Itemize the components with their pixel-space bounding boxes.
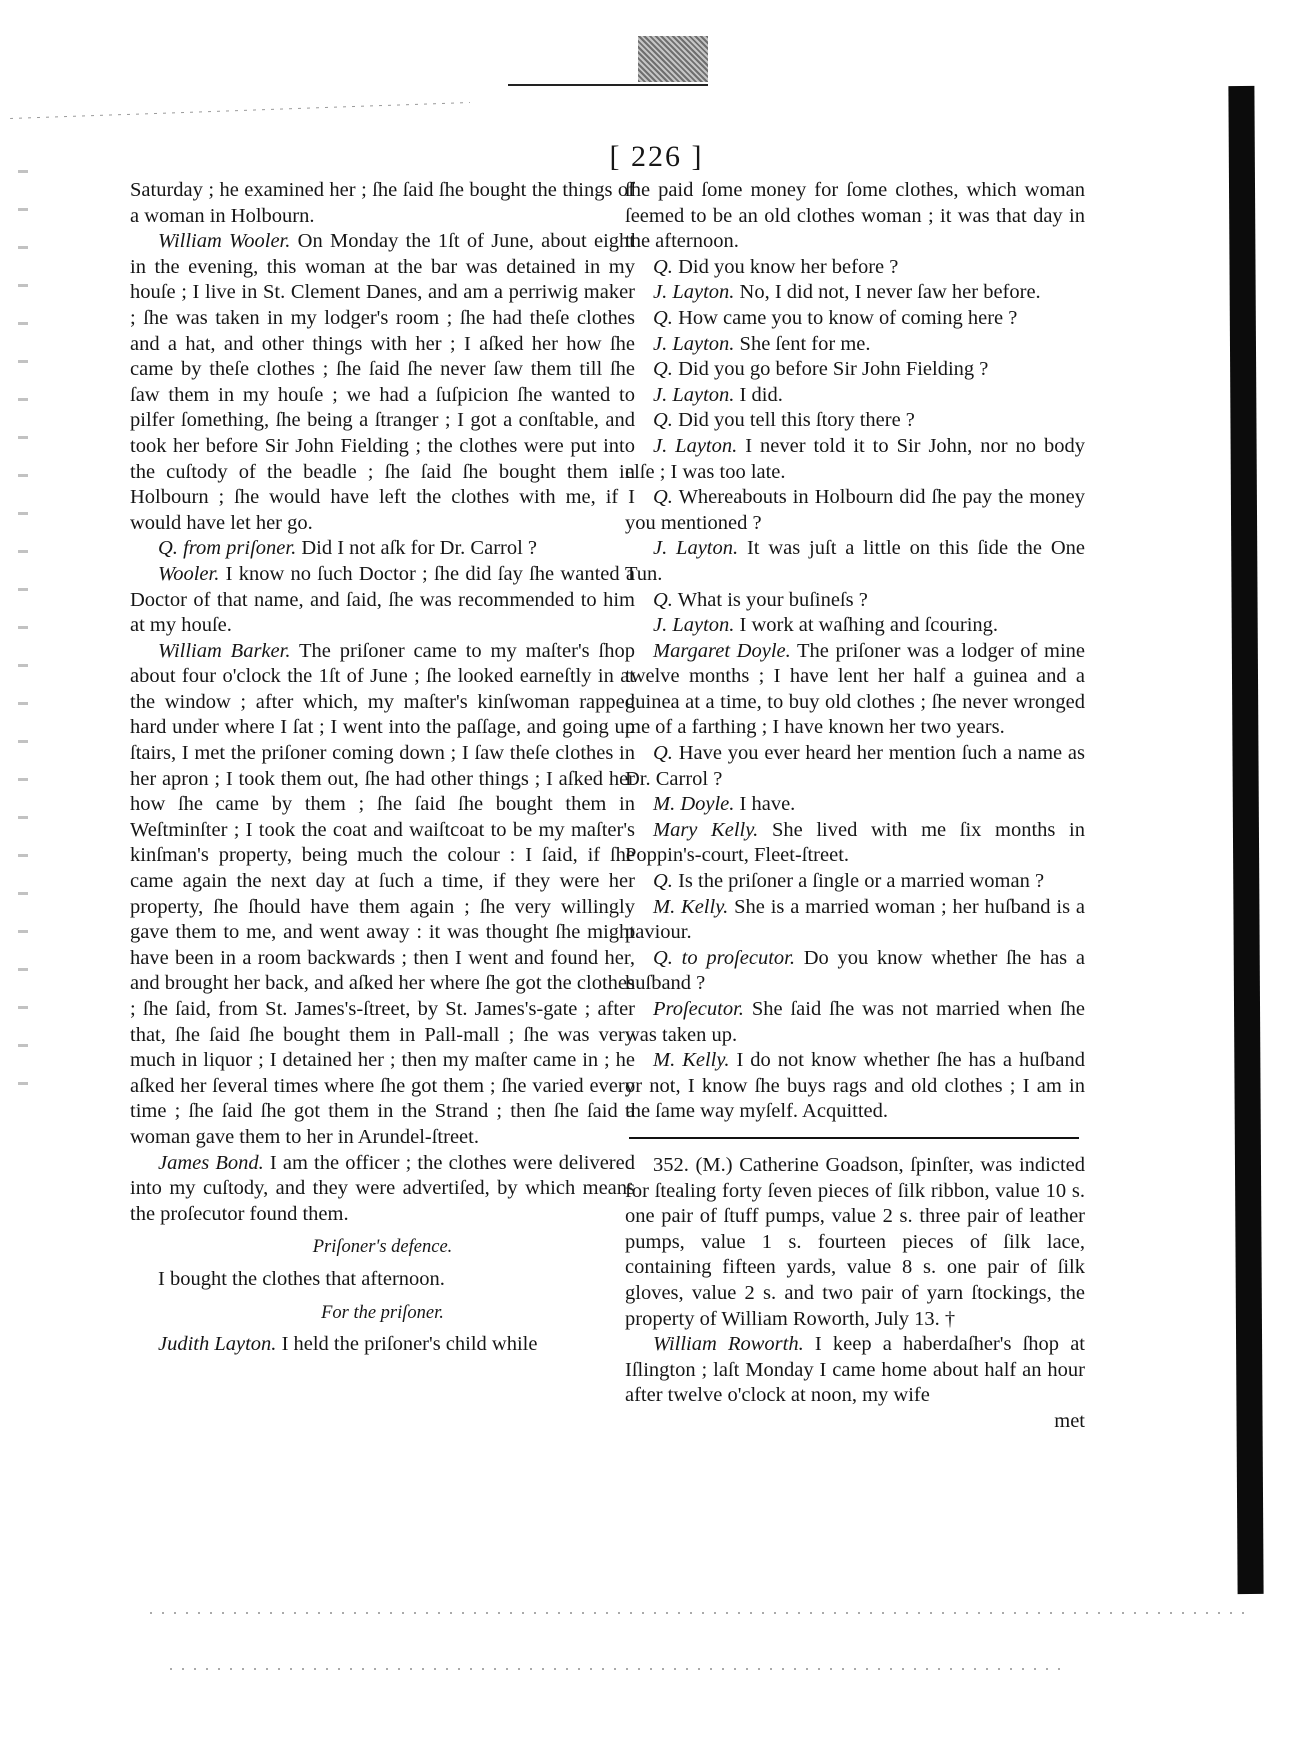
testimony-paragraph [625, 536, 1085, 587]
testimony-text: I did. [734, 383, 783, 406]
testimony-text: The priſoner was a lodger of mine twelve months ; I have lent her half a guinea and a guinea at a time, to buy old clothes ; ſhe never wronged me of a farthing ; I have known her two years. [625, 639, 1085, 739]
right-column [625, 178, 1085, 1435]
question-paragraph [625, 485, 1085, 536]
question-text: How came you to know of coming here ? [672, 306, 1018, 329]
question-mark: Q. [653, 742, 673, 765]
scan-smudge [638, 36, 708, 82]
testimony-text: I do not know whether ſhe has a huſband or not, I know ſhe buys rags and old clothes ; I am in the ſame way myſelf. Acquitted. [625, 1049, 1085, 1123]
speaker-name: Wooler. [158, 562, 220, 585]
testimony-text: She ſent for me. [734, 332, 871, 355]
testimony-paragraph [130, 229, 635, 536]
testimony-paragraph [625, 613, 1085, 639]
question-text: Whereabouts in Holbourn did ſhe pay the money you mentioned ? [625, 486, 1085, 534]
paragraph: Saturday ; he examined her ; ſhe ſaid ſhe bought the things of a woman in Holbourn. [130, 179, 635, 227]
case-separator-rule [629, 1137, 1079, 1139]
testimony-paragraph [625, 639, 1085, 741]
testimony-text: No, I did not, I never ſaw her before. [734, 281, 1041, 304]
question-mark: Q. [653, 358, 673, 381]
speaker-name: J. Layton. [653, 537, 739, 560]
question-text: Is the priſoner a ſingle or a married woman ? [672, 870, 1045, 893]
scan-noise [170, 1668, 1070, 1670]
question-text: Did you tell this ſtory there ? [672, 409, 915, 432]
question-text: Did you go before Sir John Fielding ? [672, 358, 989, 381]
question-mark: Q. [653, 870, 673, 893]
question-text: Do you know whether ſhe has a huſband ? [625, 946, 1085, 995]
speaker-name: to proſecutor. [672, 946, 795, 969]
testimony-text: I work at waſhing and ſcouring. [734, 614, 999, 637]
testimony-text: She is a married woman ; her huſband is a paviour. [625, 895, 1085, 944]
speaker-name: J. Layton. [653, 332, 735, 355]
scan-faint-line [10, 102, 470, 119]
question-paragraph [130, 536, 635, 562]
testimony-paragraph [625, 792, 1085, 818]
question-paragraph [625, 408, 1085, 434]
testimony-paragraph [625, 895, 1085, 946]
testimony-paragraph [625, 383, 1085, 409]
testimony-paragraph [130, 562, 635, 639]
catchword: met [1054, 1409, 1085, 1432]
speaker-name: J. Layton. [653, 614, 735, 637]
question-mark: Q. [653, 946, 673, 969]
testimony-text: She lived with me ſix months in Poppin's-court, Fleet-ſtreet. [625, 818, 1085, 867]
testimony-paragraph [625, 280, 1085, 306]
speaker-name: J. Layton. [653, 383, 735, 406]
testimony-text: I held the priſoner's child while [276, 1333, 538, 1356]
question-paragraph [625, 357, 1085, 383]
speaker-name: Mary Kelly. [653, 818, 759, 841]
speaker-name: William Roworth. [653, 1333, 804, 1356]
section-heading: Priſoner's defence. [312, 1237, 453, 1258]
speaker-name: J. Layton. [653, 281, 735, 304]
scan-margin-specks [18, 170, 28, 1090]
defence-paragraph: I bought the clothes that afternoon. [158, 1267, 445, 1290]
speaker-name: M. Kelly. [653, 1049, 730, 1072]
left-column [130, 178, 635, 1358]
speaker-name: J. Layton. [653, 434, 738, 457]
speaker-name: from priſoner. [177, 537, 297, 560]
question-mark: Q. [158, 537, 178, 560]
testimony-paragraph [625, 332, 1085, 358]
speaker-name: William Wooler. [158, 230, 291, 253]
scan-noise [150, 1612, 1250, 1614]
speaker-name: Judith Layton. [158, 1333, 277, 1356]
indictment-paragraph: 352. (M.) Catherine Goadson, ſpinſter, was indicted for ſtealing forty ſeven pieces of ſilk ribbon, value 10 s. one pair of ſtuff pumps, value 2 s. three pair of leather pumps, value 1 s. fourteen pieces of ſilk lace, containing fifteen yards, value 8 s. one pair of ſilk gloves, value 2 s. and two pair of yarn ſtockings, the property of William Roworth, July 13. † [625, 1153, 1085, 1330]
question-paragraph [625, 255, 1085, 281]
testimony-paragraph [625, 1332, 1085, 1409]
testimony-text: On Monday the 1ſt of June, about eight in the evening, this woman at the bar was detained in my houſe ; I live in St. Clement Danes, and am a perriwig maker ; ſhe was taken in my lodger's room ; ſhe had theſe clothes and a hat, and other things with her ; I aſked her how ſhe came by theſe clothes ; ſhe ſaid ſhe never ſaw them till ſhe ſaw them in my houſe ; we had a ſuſpicion ſhe wanted to pilfer ſomething, ſhe being a ſtranger ; I got a conſtable, and took her before Sir John Fielding ; the clothes were put into the cuſtody of the beadle ; ſhe ſaid ſhe bought them in Holbourn ; ſhe would have left the clothes with me, if I would have let her go. [130, 230, 635, 534]
section-heading: For the priſoner. [321, 1302, 444, 1323]
paragraph: ſhe paid ſome money for ſome clothes, which woman ſeemed to be an old clothes woman ; it was that day in the afternoon. [625, 179, 1085, 253]
testimony-text: I have. [734, 793, 796, 816]
testimony-text: It was juſt a little on this ſide the One Tun. [625, 537, 1085, 585]
testimony-paragraph [130, 639, 635, 1151]
question-paragraph [625, 946, 1085, 997]
question-paragraph [625, 869, 1085, 895]
speaker-name: M. Doyle. [653, 793, 735, 816]
testimony-paragraph [625, 1048, 1085, 1125]
question-text: What is your buſineſs ? [672, 588, 868, 611]
question-paragraph [625, 306, 1085, 332]
question-text: Have you ever heard her mention ſuch a name as Dr. Carrol ? [625, 742, 1085, 790]
testimony-text: The priſoner came to my maſter's ſhop about four o'clock the 1ſt of June ; ſhe looked earneſtly in at the window ; after which, my maſter's kinſwoman rapped hard under where I ſat ; I went into the paſſage, and going up ſtairs, I met the priſoner coming down ; I ſaw theſe clothes in her apron ; I took them out, ſhe had other things ; I aſked her how ſhe came by them ; ſhe ſaid ſhe bought them in Weſtminſter ; I took the coat and waiſtcoat to be my maſter's kinſman's property, being much the colour : I ſaid, if ſhe came again the next day at ſuch a time, if they were her property, ſhe ſhould have them again ; ſhe very willingly gave them to me, and went away : it was thought ſhe might have been in a room backwards ; then I went and found her, and brought her back, and aſked her where ſhe got the clothes ; ſhe ſaid, from St. James's-ſtreet, by St. James's-gate ; after that, ſhe ſaid ſhe bought them in Pall-mall ; ſhe was very much in liquor ; I detained her ; then my maſter came in ; he aſked her ſeveral times where ſhe got them ; ſhe varied every time ; ſhe ſaid ſhe got them in the Strand ; then ſhe ſaid a woman gave them to her in Arundel-ſtreet. [130, 639, 635, 1148]
speaker-name: M. Kelly. [653, 895, 729, 918]
speaker-name: Proſecutor. [653, 998, 744, 1020]
header-rule [508, 84, 708, 86]
testimony-paragraph [130, 1332, 635, 1358]
speaker-name: Margaret Doyle. [653, 639, 791, 662]
question-text: Did you know her before ? [672, 255, 899, 278]
question-mark: Q. [653, 306, 673, 329]
testimony-paragraph [625, 434, 1085, 485]
testimony-paragraph [625, 818, 1085, 869]
speaker-name: William Barker. [158, 639, 291, 662]
page-number: [ 226 ] [609, 140, 704, 173]
question-mark: Q. [653, 409, 673, 432]
testimony-text: I never told it to Sir John, nor no body elſe ; I was too late. [625, 434, 1086, 483]
question-text: Did I not aſk for Dr. Carrol ? [296, 537, 538, 560]
testimony-text: I am the officer ; the clothes were delivered into my cuſtody, and they were advertiſed, by which means the proſecutor found them. [130, 1151, 635, 1225]
testimony-paragraph [625, 997, 1085, 1048]
question-mark: Q. [653, 255, 673, 278]
question-mark: Q. [653, 486, 673, 509]
question-mark: Q. [653, 588, 673, 611]
question-paragraph [625, 588, 1085, 614]
testimony-paragraph [130, 1151, 635, 1228]
testimony-text: She ſaid ſhe was not married when ſhe was taken up. [625, 998, 1085, 1046]
question-paragraph [625, 741, 1085, 792]
testimony-text: I keep a haberdaſher's ſhop at Iſlington ; laſt Monday I came home about half an hour after twelve o'clock at noon, my wife [625, 1333, 1086, 1407]
speaker-name: James Bond. [158, 1151, 264, 1174]
testimony-text: I know no ſuch Doctor ; ſhe did ſay ſhe wanted a Doctor of that name, and ſaid, ſhe was recommended to him at my houſe. [130, 562, 635, 637]
scan-edge-bar [1228, 86, 1263, 1594]
